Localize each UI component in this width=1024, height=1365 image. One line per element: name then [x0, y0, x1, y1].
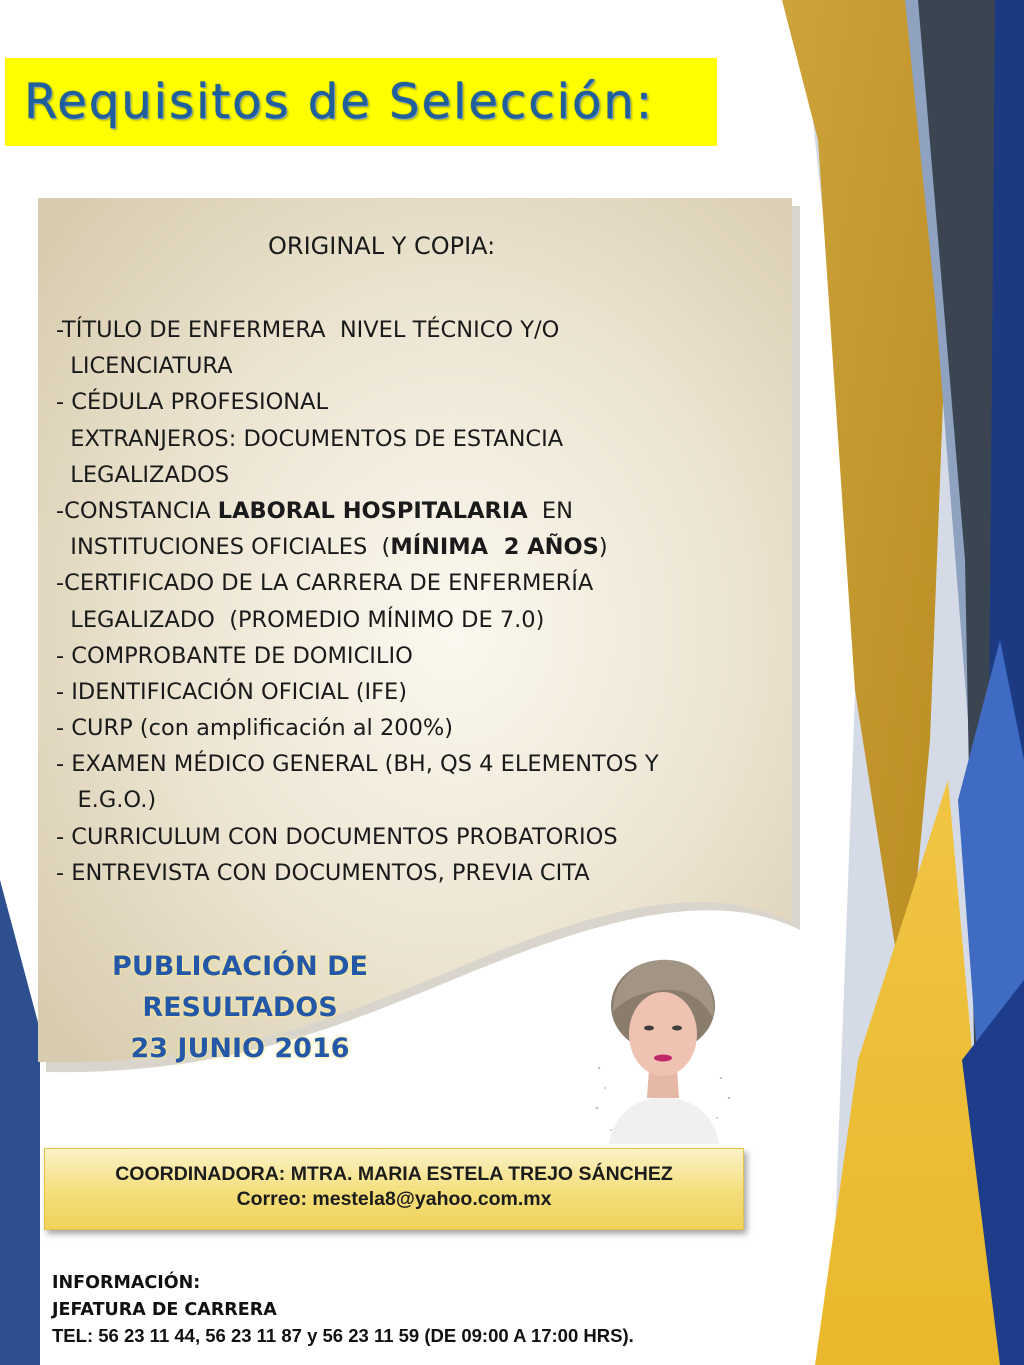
- laboral-bold: LABORAL HOSPITALARIA: [217, 497, 528, 524]
- info-phone: TEL: 56 23 11 44, 56 23 11 87 y 56 23 11 59 (DE 09:00 A 17:00 HRS).: [52, 1325, 634, 1346]
- list-item: LEGALIZADO (PROMEDIO MÍNIMO DE 7.0): [56, 606, 545, 633]
- left-blue-strip: [0, 880, 40, 1365]
- list-item: E.G.O.): [56, 787, 157, 814]
- contact-info: [52, 1270, 634, 1350]
- list-item: - IDENTIFICACIÓN OFICIAL (IFE): [56, 678, 408, 705]
- list-item-laboral: [56, 493, 786, 529]
- oficiales-bold: MÍNIMA 2 AÑOS: [390, 534, 599, 561]
- list-item: LEGALIZADOS: [56, 461, 230, 488]
- requirements-heading: ORIGINAL Y COPIA:: [268, 232, 496, 260]
- list-item: EXTRANJEROS: DOCUMENTOS DE ESTANCIA: [56, 425, 564, 452]
- coordinator-photo: [591, 948, 735, 1144]
- oficiales-suffix: ): [598, 534, 608, 561]
- coordinator-box: [44, 1148, 744, 1230]
- coordinator-name: COORDINADORA: MTRA. MARIA ESTELA TREJO SÁNCHEZ: [115, 1163, 673, 1185]
- list-item: - ENTREVISTA CON DOCUMENTOS, PREVIA CITA: [56, 859, 590, 886]
- coordinator-email: Correo: mestela8@yahoo.com.mx: [236, 1188, 552, 1210]
- list-item: - CÉDULA PROFESIONAL: [56, 389, 329, 416]
- publication-notice: [60, 946, 420, 1069]
- publication-line2: RESULTADOS: [142, 992, 338, 1023]
- page-title: Requisitos de Selección:: [24, 74, 654, 130]
- laboral-suffix: EN: [527, 497, 573, 524]
- list-item: -CERTIFICADO DE LA CARRERA DE ENFERMERÍA: [56, 570, 594, 597]
- oficiales-prefix: INSTITUCIONES OFICIALES (: [56, 534, 391, 561]
- info-label: INFORMACIÓN:: [52, 1273, 201, 1293]
- list-item: - CURP (con amplificación al 200%): [56, 715, 454, 742]
- list-item: - COMPROBANTE DE DOMICILIO: [56, 642, 413, 669]
- publication-line1: PUBLICACIÓN DE: [112, 951, 368, 982]
- requirements-list: [56, 312, 786, 891]
- list-item: -TÍTULO DE ENFERMERA NIVEL TÉCNICO Y/O: [56, 317, 560, 343]
- publication-date: 23 JUNIO 2016: [130, 1033, 350, 1064]
- portrait-image: [591, 948, 735, 1144]
- list-item: LICENCIATURA: [56, 353, 233, 380]
- list-item-oficiales: [56, 529, 786, 565]
- laboral-prefix: -CONSTANCIA: [56, 497, 218, 524]
- list-item: - EXAMEN MÉDICO GENERAL (BH, QS 4 ELEMENTOS Y: [56, 751, 659, 778]
- list-item: - CURRICULUM CON DOCUMENTOS PROBATORIOS: [56, 823, 618, 850]
- info-office: JEFATURA DE CARRERA: [52, 1299, 277, 1320]
